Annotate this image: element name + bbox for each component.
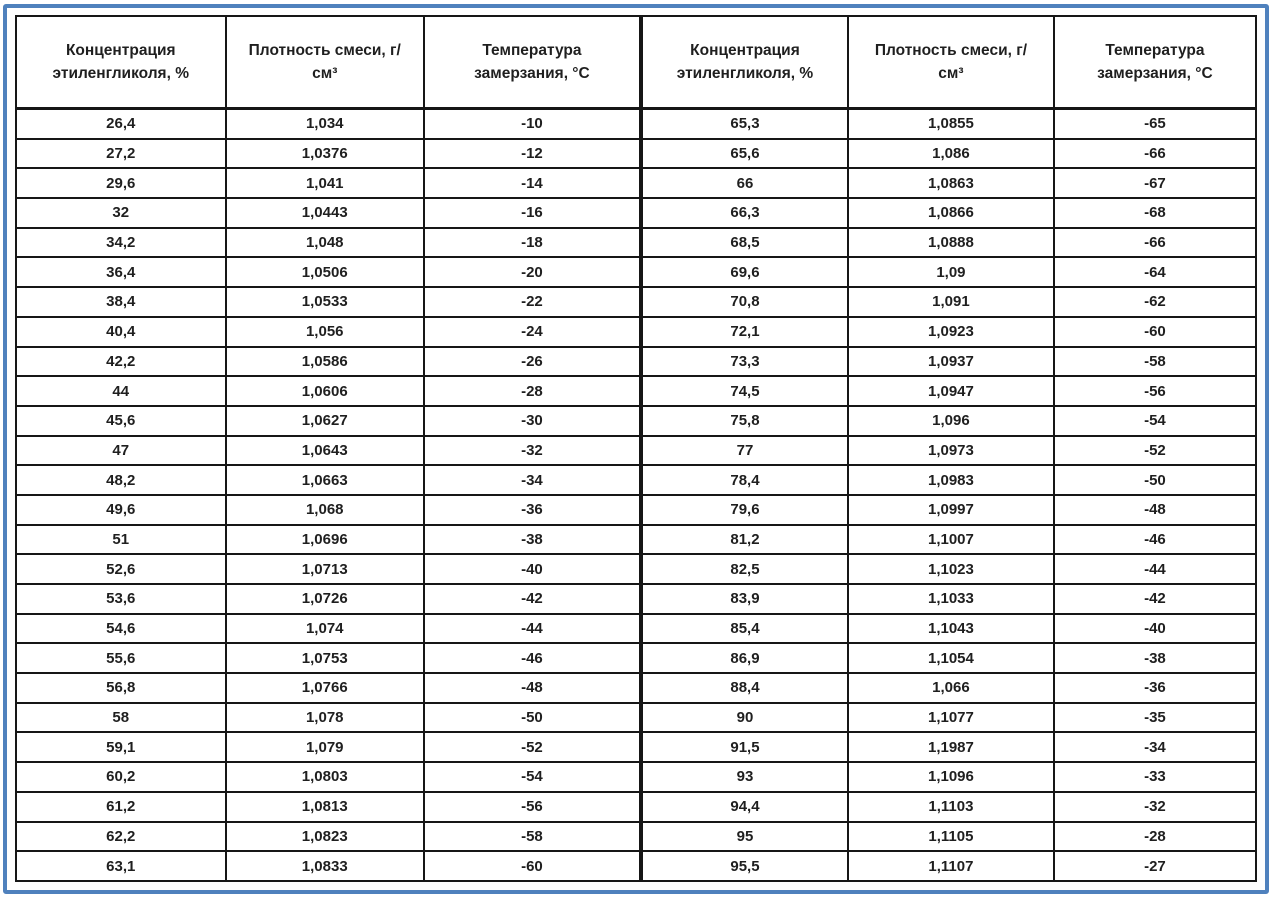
table-cell: -32 <box>424 436 641 466</box>
table-cell: 38,4 <box>16 287 226 317</box>
table-cell: -32 <box>1054 792 1256 822</box>
table-cell: 1,0696 <box>226 525 424 555</box>
table-cell: -22 <box>424 287 641 317</box>
table-row <box>16 643 1256 673</box>
table-row <box>16 554 1256 584</box>
table-cell: 42,2 <box>16 347 226 377</box>
table-frame <box>3 4 1269 894</box>
table-cell: 1,0855 <box>848 109 1054 139</box>
table-row <box>16 732 1256 762</box>
table-cell: 1,0753 <box>226 643 424 673</box>
table-cell: 1,1096 <box>848 762 1054 792</box>
table-cell: 1,078 <box>226 703 424 733</box>
table-cell: -38 <box>1054 643 1256 673</box>
table-row <box>16 317 1256 347</box>
table-cell: 61,2 <box>16 792 226 822</box>
table-cell: -56 <box>1054 376 1256 406</box>
table-cell: 58 <box>16 703 226 733</box>
header-density-right: Плотность смеси, г/см³ <box>848 16 1054 109</box>
table-cell: 1,1077 <box>848 703 1054 733</box>
table-cell: 1,068 <box>226 495 424 525</box>
table-cell: -54 <box>1054 406 1256 436</box>
table-cell: -66 <box>1054 228 1256 258</box>
table-body <box>16 109 1256 882</box>
table-cell: 95 <box>641 822 848 852</box>
table-cell: 1,096 <box>848 406 1054 436</box>
table-cell: -64 <box>1054 257 1256 287</box>
table-cell: 47 <box>16 436 226 466</box>
table-cell: 1,066 <box>848 673 1054 703</box>
table-cell: 73,3 <box>641 347 848 377</box>
table-row <box>16 851 1256 881</box>
table-cell: 1,1033 <box>848 584 1054 614</box>
table-row <box>16 257 1256 287</box>
table-cell: 1,09 <box>848 257 1054 287</box>
table-cell: -48 <box>1054 495 1256 525</box>
table-cell: 79,6 <box>641 495 848 525</box>
table-cell: 1,1105 <box>848 822 1054 852</box>
table-row <box>16 376 1256 406</box>
table-cell: 62,2 <box>16 822 226 852</box>
table-cell: 1,079 <box>226 732 424 762</box>
table-cell: 44 <box>16 376 226 406</box>
table-cell: 34,2 <box>16 228 226 258</box>
table-cell: 1,0973 <box>848 436 1054 466</box>
table-cell: 56,8 <box>16 673 226 703</box>
table-row <box>16 228 1256 258</box>
header-row <box>16 16 1256 109</box>
table-cell: 1,0506 <box>226 257 424 287</box>
table-cell: 1,1987 <box>848 732 1054 762</box>
table-cell: -44 <box>424 614 641 644</box>
table-cell: 1,048 <box>226 228 424 258</box>
table-row <box>16 287 1256 317</box>
table-cell: -27 <box>1054 851 1256 881</box>
table-cell: -50 <box>424 703 641 733</box>
table-cell: 95,5 <box>641 851 848 881</box>
table-row <box>16 703 1256 733</box>
table-row <box>16 495 1256 525</box>
table-cell: 72,1 <box>641 317 848 347</box>
table-cell: 63,1 <box>16 851 226 881</box>
table-row <box>16 347 1256 377</box>
table-cell: -65 <box>1054 109 1256 139</box>
header-concentration-right: Концентрация этиленгликоля, % <box>641 16 848 109</box>
table-cell: -16 <box>424 198 641 228</box>
table-cell: 1,0627 <box>226 406 424 436</box>
table-cell: 83,9 <box>641 584 848 614</box>
table-cell: 1,0606 <box>226 376 424 406</box>
table-cell: 1,1054 <box>848 643 1054 673</box>
table-cell: 77 <box>641 436 848 466</box>
table-cell: 70,8 <box>641 287 848 317</box>
table-cell: 1,1043 <box>848 614 1054 644</box>
table-cell: 49,6 <box>16 495 226 525</box>
table-cell: 54,6 <box>16 614 226 644</box>
table-cell: 69,6 <box>641 257 848 287</box>
table-row <box>16 168 1256 198</box>
table-row <box>16 139 1256 169</box>
header-freeze-temp-right: Температура замерзания, °С <box>1054 16 1256 109</box>
table-cell: 88,4 <box>641 673 848 703</box>
table-cell: 1,0947 <box>848 376 1054 406</box>
header-concentration-left: Концентрация этиленгликоля, % <box>16 16 226 109</box>
table-cell: -24 <box>424 317 641 347</box>
table-row <box>16 673 1256 703</box>
table-cell: 1,0813 <box>226 792 424 822</box>
table-cell: -48 <box>424 673 641 703</box>
table-cell: 93 <box>641 762 848 792</box>
table-cell: 1,0823 <box>226 822 424 852</box>
table-cell: 1,0863 <box>848 168 1054 198</box>
table-cell: 75,8 <box>641 406 848 436</box>
table-row <box>16 822 1256 852</box>
table-cell: -18 <box>424 228 641 258</box>
table-header <box>16 16 1256 109</box>
table-cell: 32 <box>16 198 226 228</box>
table-cell: 68,5 <box>641 228 848 258</box>
table-cell: -40 <box>424 554 641 584</box>
table-cell: -54 <box>424 762 641 792</box>
table-cell: 27,2 <box>16 139 226 169</box>
table-cell: 74,5 <box>641 376 848 406</box>
table-cell: -28 <box>1054 822 1256 852</box>
table-cell: -46 <box>424 643 641 673</box>
table-cell: 78,4 <box>641 465 848 495</box>
table-cell: 29,6 <box>16 168 226 198</box>
table-cell: -58 <box>1054 347 1256 377</box>
table-cell: -36 <box>424 495 641 525</box>
table-cell: 1,1007 <box>848 525 1054 555</box>
table-cell: 1,0533 <box>226 287 424 317</box>
table-cell: -35 <box>1054 703 1256 733</box>
table-cell: -50 <box>1054 465 1256 495</box>
table-cell: -52 <box>424 732 641 762</box>
table-cell: 81,2 <box>641 525 848 555</box>
table-cell: 82,5 <box>641 554 848 584</box>
table-row <box>16 762 1256 792</box>
table-cell: 1,0376 <box>226 139 424 169</box>
table-cell: 90 <box>641 703 848 733</box>
table-cell: -68 <box>1054 198 1256 228</box>
table-cell: -46 <box>1054 525 1256 555</box>
table-cell: -38 <box>424 525 641 555</box>
table-cell: 40,4 <box>16 317 226 347</box>
table-cell: -20 <box>424 257 641 287</box>
table-cell: 1,0937 <box>848 347 1054 377</box>
table-cell: -34 <box>424 465 641 495</box>
table-cell: -42 <box>1054 584 1256 614</box>
table-cell: -60 <box>424 851 641 881</box>
table-cell: -28 <box>424 376 641 406</box>
table-cell: -12 <box>424 139 641 169</box>
table-cell: 1,0833 <box>226 851 424 881</box>
table-cell: 94,4 <box>641 792 848 822</box>
table-cell: 1,086 <box>848 139 1054 169</box>
table-cell: 66 <box>641 168 848 198</box>
table-container <box>7 8 1265 890</box>
table-cell: 86,9 <box>641 643 848 673</box>
table-cell: 55,6 <box>16 643 226 673</box>
table-cell: 1,1103 <box>848 792 1054 822</box>
table-cell: 36,4 <box>16 257 226 287</box>
table-row <box>16 198 1256 228</box>
table-cell: -67 <box>1054 168 1256 198</box>
header-freeze-temp-left: Температура замерзания, °С <box>424 16 641 109</box>
table-cell: -66 <box>1054 139 1256 169</box>
table-cell: 60,2 <box>16 762 226 792</box>
table-cell: 1,0643 <box>226 436 424 466</box>
table-row <box>16 792 1256 822</box>
table-row <box>16 406 1256 436</box>
table-row <box>16 436 1256 466</box>
table-cell: 1,0713 <box>226 554 424 584</box>
table-row <box>16 614 1256 644</box>
table-cell: 1,0866 <box>848 198 1054 228</box>
table-cell: -34 <box>1054 732 1256 762</box>
table-row <box>16 109 1256 139</box>
table-cell: 1,056 <box>226 317 424 347</box>
table-cell: 1,0997 <box>848 495 1054 525</box>
table-cell: -56 <box>424 792 641 822</box>
table-cell: 1,0586 <box>226 347 424 377</box>
table-cell: 53,6 <box>16 584 226 614</box>
table-cell: -52 <box>1054 436 1256 466</box>
table-cell: 59,1 <box>16 732 226 762</box>
table-cell: 1,0923 <box>848 317 1054 347</box>
table-cell: 1,1107 <box>848 851 1054 881</box>
table-cell: 65,3 <box>641 109 848 139</box>
table-cell: 26,4 <box>16 109 226 139</box>
table-cell: 1,074 <box>226 614 424 644</box>
table-cell: 51 <box>16 525 226 555</box>
table-cell: -40 <box>1054 614 1256 644</box>
table-cell: 65,6 <box>641 139 848 169</box>
table-cell: 91,5 <box>641 732 848 762</box>
table-row <box>16 584 1256 614</box>
table-cell: -30 <box>424 406 641 436</box>
table-cell: 1,0888 <box>848 228 1054 258</box>
table-cell: 52,6 <box>16 554 226 584</box>
table-cell: 45,6 <box>16 406 226 436</box>
table-cell: 1,0663 <box>226 465 424 495</box>
table-cell: -10 <box>424 109 641 139</box>
table-cell: 1,091 <box>848 287 1054 317</box>
header-density-left: Плотность смеси, г/см³ <box>226 16 424 109</box>
table-cell: 1,0983 <box>848 465 1054 495</box>
table-cell: 66,3 <box>641 198 848 228</box>
table-cell: -44 <box>1054 554 1256 584</box>
table-cell: -33 <box>1054 762 1256 792</box>
table-row <box>16 465 1256 495</box>
table-cell: -62 <box>1054 287 1256 317</box>
table-cell: -36 <box>1054 673 1256 703</box>
table-cell: 1,0803 <box>226 762 424 792</box>
table-cell: 1,034 <box>226 109 424 139</box>
table-cell: -26 <box>424 347 641 377</box>
table-cell: 1,0726 <box>226 584 424 614</box>
table-row <box>16 525 1256 555</box>
table-cell: -14 <box>424 168 641 198</box>
table-cell: -42 <box>424 584 641 614</box>
table-cell: -58 <box>424 822 641 852</box>
glycol-freeze-table <box>15 15 1257 882</box>
table-cell: 1,0443 <box>226 198 424 228</box>
table-cell: 85,4 <box>641 614 848 644</box>
table-cell: 1,1023 <box>848 554 1054 584</box>
table-cell: -60 <box>1054 317 1256 347</box>
table-cell: 1,041 <box>226 168 424 198</box>
table-cell: 48,2 <box>16 465 226 495</box>
table-cell: 1,0766 <box>226 673 424 703</box>
